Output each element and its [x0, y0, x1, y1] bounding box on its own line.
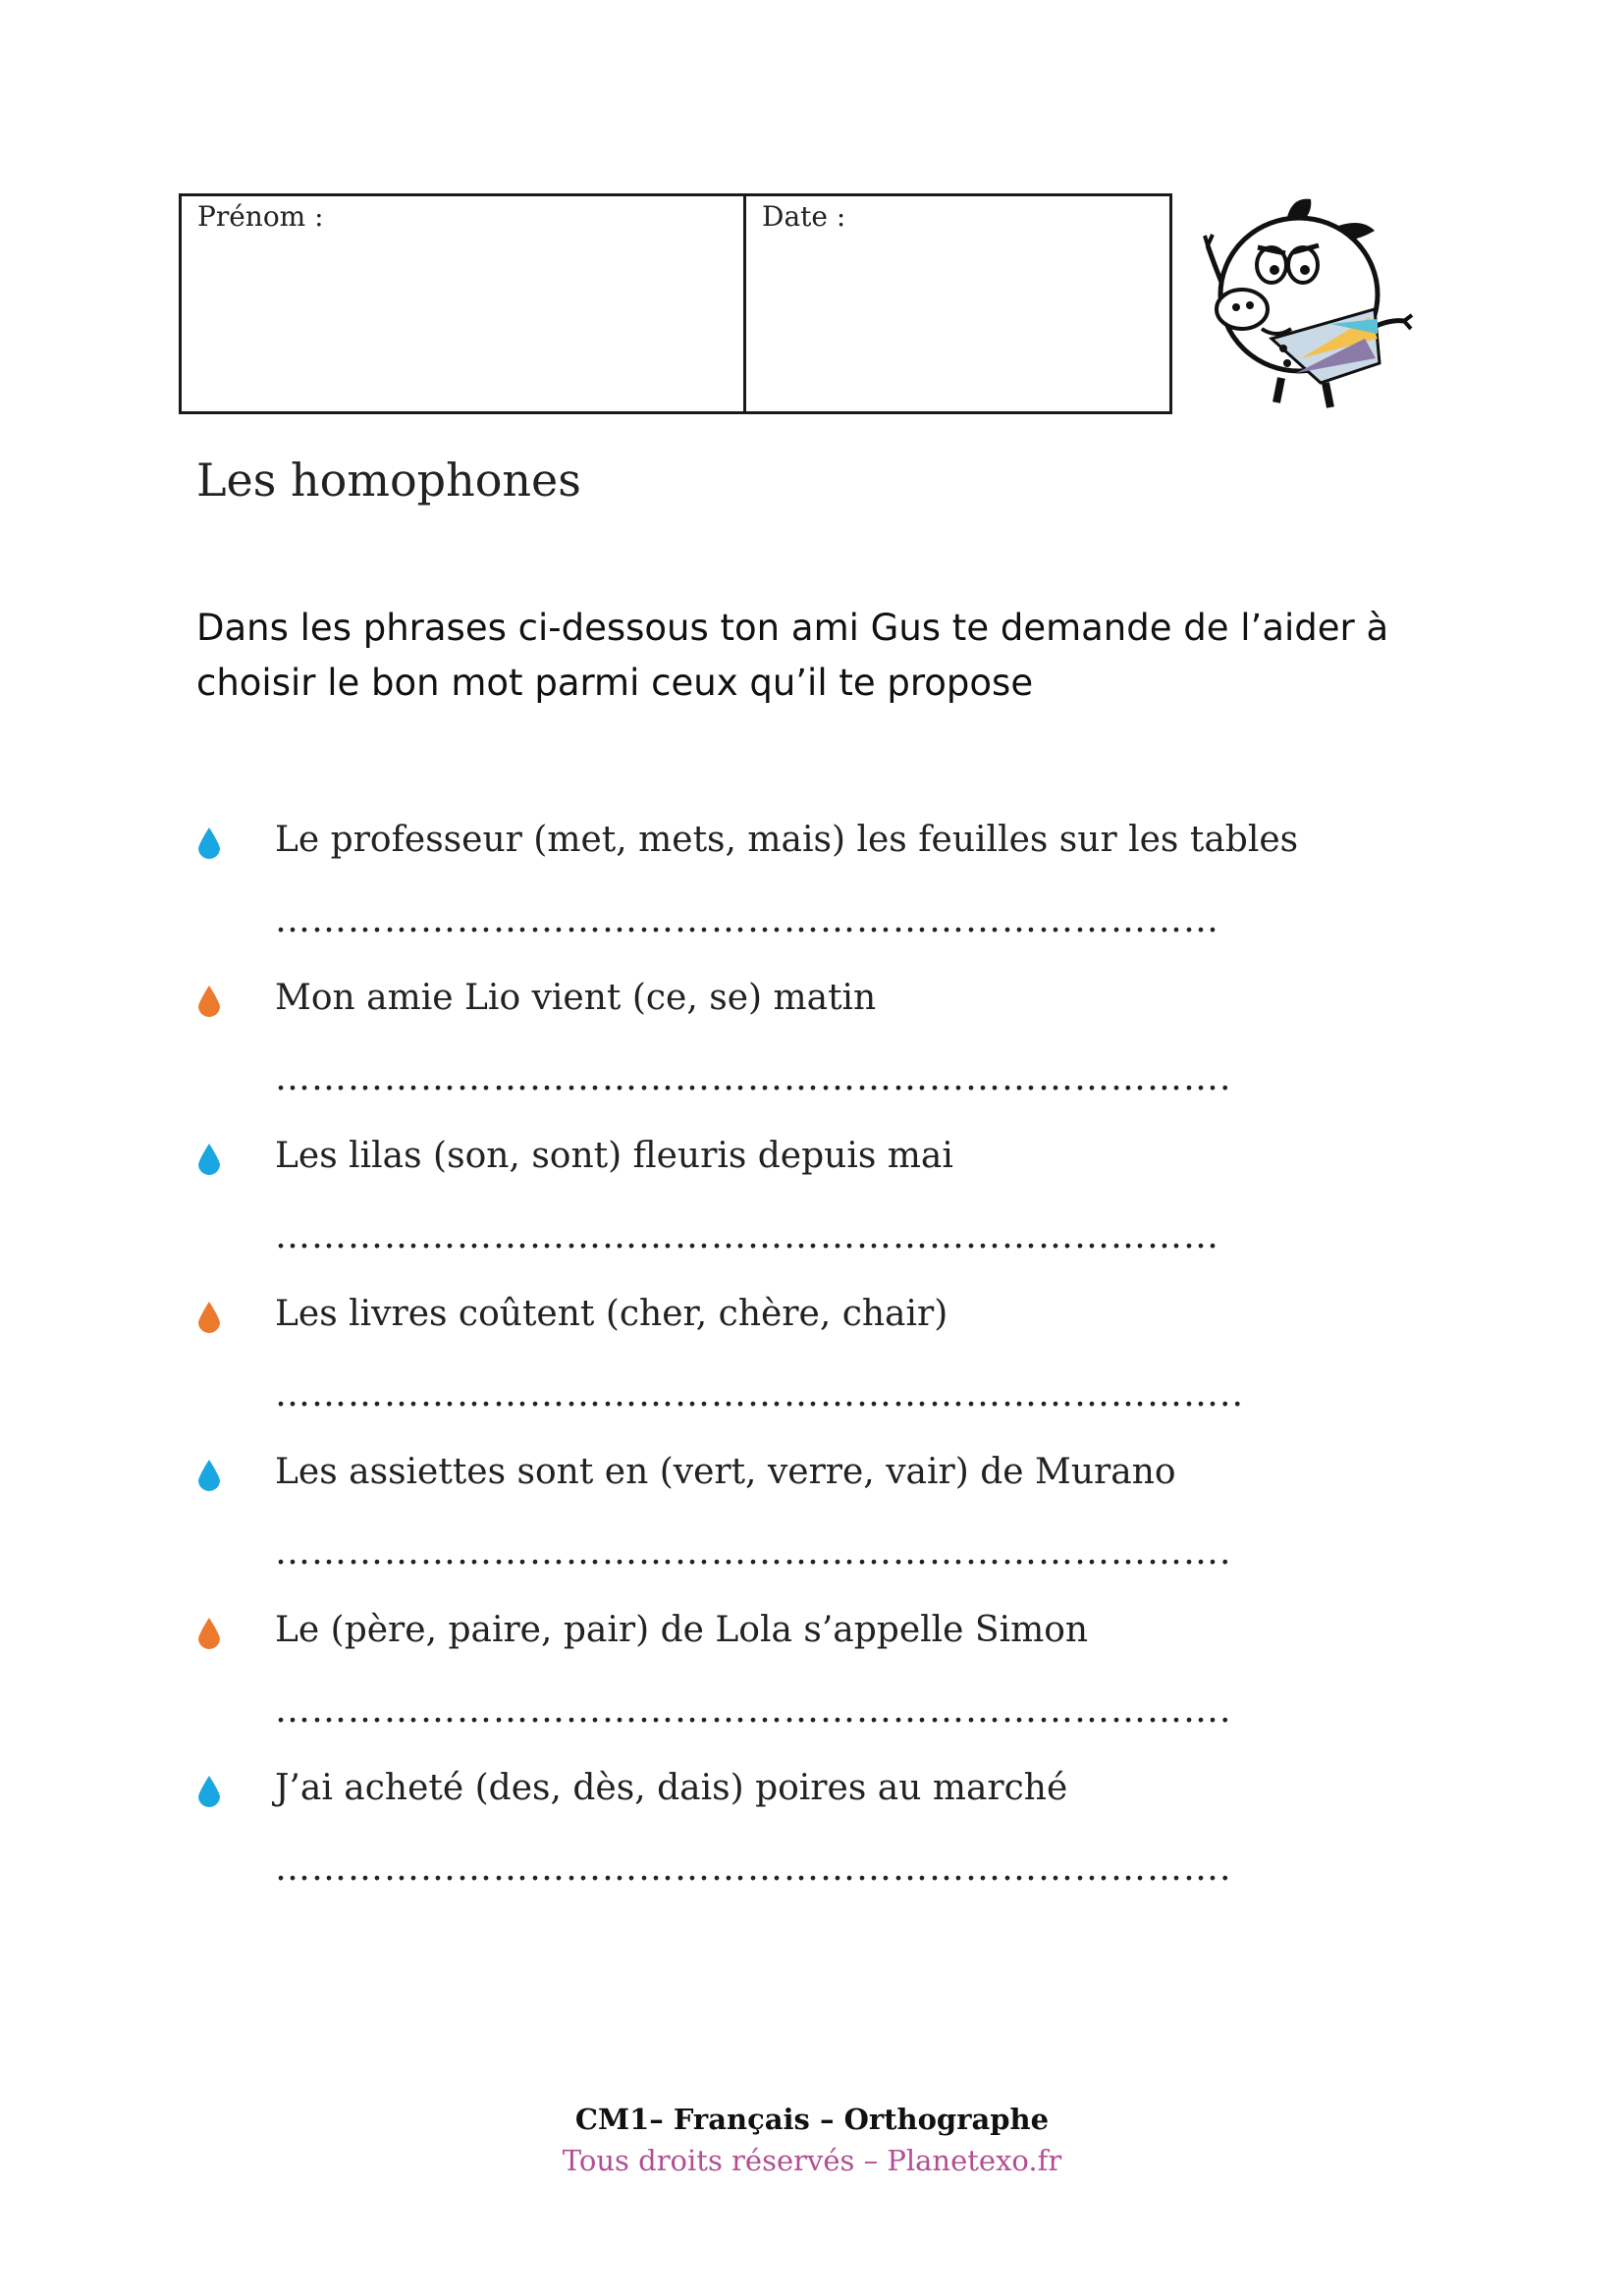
identity-box — [179, 193, 1172, 414]
exercise-item — [196, 1294, 1375, 1451]
first-name-label: Prénom : — [197, 200, 324, 233]
exercise-item — [196, 1768, 1375, 1925]
exercise-sentence: Le professeur (met, mets, mais) les feuilles sur les tables — [275, 820, 1299, 860]
exercise-sentence: J’ai acheté (des, dès, dais) poires au marché — [275, 1768, 1068, 1808]
answer-line[interactable]: ……………………………………………………………………. — [275, 1058, 1232, 1098]
exercise-sentence: Le (père, paire, pair) de Lola s’appelle Simon — [275, 1610, 1089, 1650]
answer-line[interactable]: ……………………………………………………………………. — [275, 1848, 1232, 1889]
drop-bullet-icon — [196, 985, 222, 1018]
exercise-item — [196, 1610, 1375, 1767]
drop-bullet-icon — [196, 1459, 222, 1492]
gus-mascot-icon — [1203, 191, 1414, 417]
drop-bullet-icon — [196, 1301, 222, 1334]
answer-line[interactable]: …………………………………………………………………… — [275, 1216, 1219, 1256]
first-name-field[interactable] — [182, 196, 746, 411]
exercise-sentence: Les lilas (son, sont) fleuris depuis mai — [275, 1136, 953, 1176]
date-field[interactable] — [746, 196, 1169, 411]
exercise-sentence: Mon amie Lio vient (ce, se) matin — [275, 978, 877, 1018]
answer-line[interactable]: …………………………………………………………………… — [275, 900, 1219, 940]
date-label: Date : — [762, 200, 846, 233]
footer-subject: CM1– Français – Orthographe — [574, 2103, 1050, 2136]
exercise-item — [196, 820, 1375, 977]
exercise-item — [196, 1136, 1375, 1293]
drop-bullet-icon — [196, 1143, 222, 1176]
exercise-sentence: Les assiettes sont en (vert, verre, vair) de Murano — [275, 1452, 1176, 1492]
answer-line[interactable]: ……………………………………………………………………. — [275, 1532, 1232, 1573]
drop-bullet-icon — [196, 1617, 222, 1650]
instruction-text: Dans les phrases ci-dessous ton ami Gus te demande de l’aider à choisir le bon mot parmi ceux qu’il te propose — [196, 607, 1389, 704]
drop-bullet-icon — [196, 1775, 222, 1808]
exercise-item — [196, 1452, 1375, 1609]
page-title: Les homophones — [196, 454, 581, 507]
drop-bullet-icon — [196, 827, 222, 860]
exercise-item — [196, 978, 1375, 1135]
answer-line[interactable]: …………………………………………………………………….. — [275, 1374, 1244, 1415]
exercise-sentence: Les livres coûtent (cher, chère, chair) — [275, 1294, 948, 1334]
footer-copyright: Tous droits réservés – Planetexo.fr — [562, 2144, 1062, 2177]
answer-line[interactable]: ……………………………………………………………………. — [275, 1690, 1232, 1731]
